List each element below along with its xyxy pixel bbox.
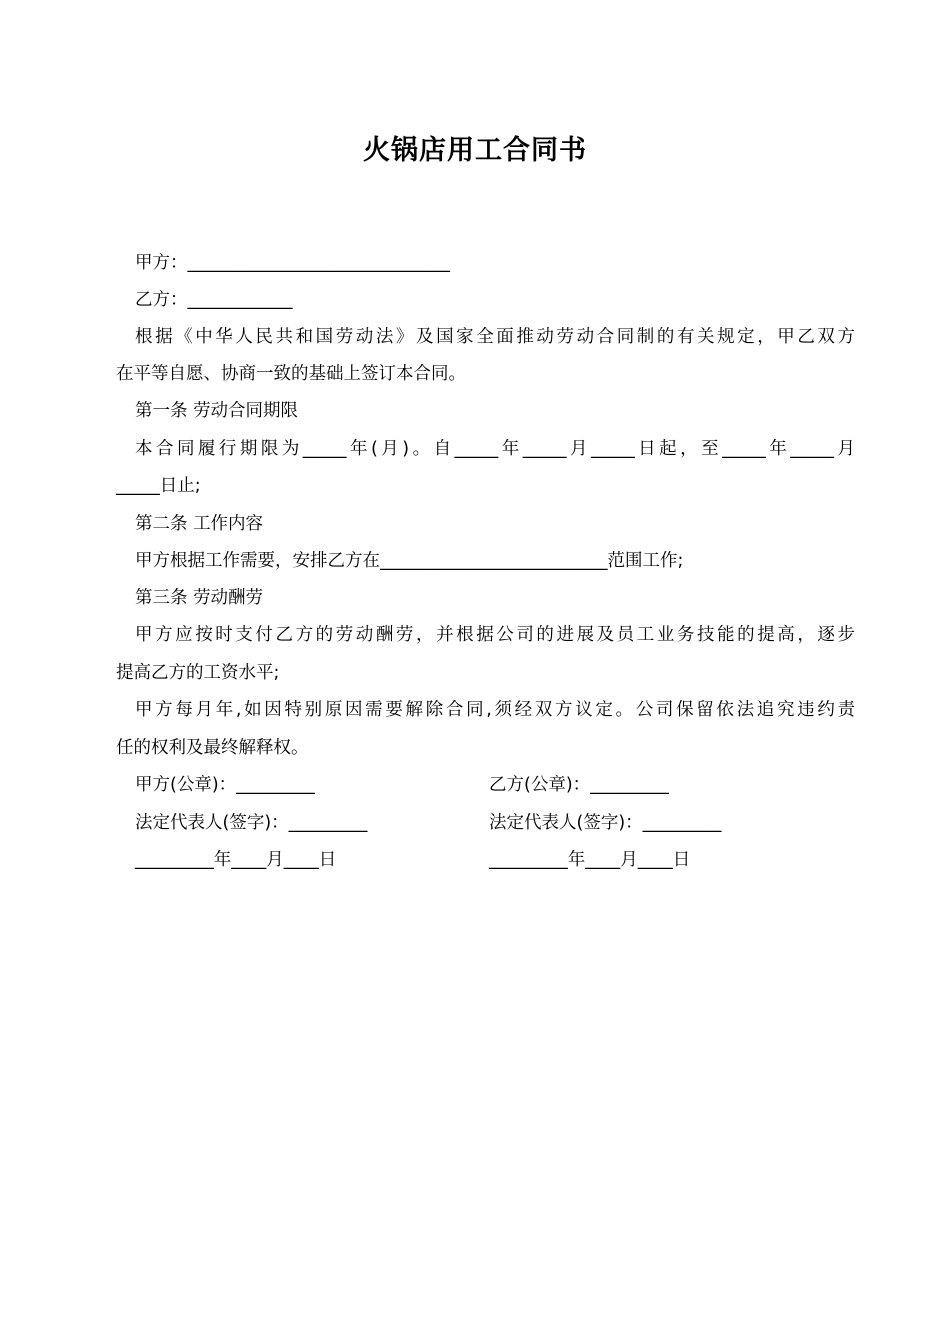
article-3-heading: 第三条 劳动酬劳 (135, 588, 264, 608)
article-1-body-line-1: 本合同履行期限为_____年(月)。自_____年_____月_____日起，至_____年_____月 (135, 439, 855, 459)
article-3-body-line-4: 任的权利及最终解释权。 (116, 738, 309, 758)
article-3-body-line-3: 甲方每月年,如因特别原因需要解除合同,须经双方议定。公司保留依法追究违约责 (135, 700, 855, 720)
party-a-line: 甲方：______________________________ (135, 253, 450, 273)
party-b-seal-line: 乙方(公章)：_________ (489, 775, 669, 795)
party-b-line: 乙方：____________ (135, 290, 293, 310)
party-a-date-line: _________年____月____日 (135, 850, 337, 870)
party-b-date-line: _________年____月____日 (489, 850, 691, 870)
party-b-representative-line: 法定代表人(签字)：_________ (489, 813, 722, 833)
article-1-heading: 第一条 劳动合同期限 (135, 401, 299, 421)
party-a-representative-line: 法定代表人(签字)：_________ (135, 813, 368, 833)
party-a-seal-line: 甲方(公章)：_________ (135, 775, 315, 795)
intro-paragraph-line-1: 根据《中华人民共和国劳动法》及国家全面推动劳动合同制的有关规定，甲乙双方 (135, 327, 855, 347)
article-2-body: 甲方根据工作需要，安排乙方在__________________________范围工作; (135, 551, 684, 571)
article-3-body-line-2: 提高乙方的工资水平; (116, 663, 280, 683)
intro-paragraph-line-2: 在平等自愿、协商一致的基础上签订本合同。 (116, 364, 466, 384)
article-3-body-line-1: 甲方应按时支付乙方的劳动酬劳，并根据公司的进展及员工业务技能的提高，逐步 (135, 625, 855, 645)
document-title: 火锅店用工合同书 (363, 135, 587, 166)
article-2-heading: 第二条 工作内容 (135, 514, 264, 534)
article-1-body-line-2: _____日止; (116, 476, 201, 496)
